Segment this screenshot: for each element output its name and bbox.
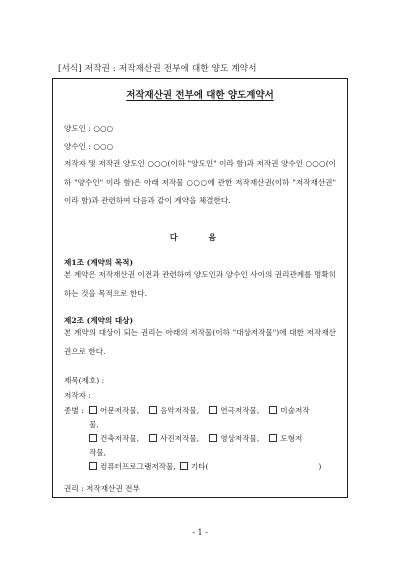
type-drama-label: 연극저작물,: [220, 406, 260, 415]
type-other-close: ): [318, 462, 322, 471]
type-video-label: 영상저작물,: [220, 434, 260, 443]
document-title: [53, 87, 347, 101]
work-type-row-1: [89, 405, 310, 417]
checkbox-art[interactable]: [269, 406, 277, 414]
checkbox-video[interactable]: [209, 434, 217, 442]
work-type-row-2: [89, 433, 302, 445]
work-type-label: 종별 :: [64, 406, 84, 415]
rights-line: 권리 : 저작재산권 전부: [64, 484, 140, 493]
type-music-label: 음악저작물,: [160, 406, 200, 415]
work-author-field: 저작자 :: [64, 391, 91, 400]
work-title-field: 제목(제호) :: [64, 376, 105, 385]
checkbox-literary[interactable]: [89, 406, 97, 414]
checkbox-computer-program[interactable]: [89, 462, 97, 470]
checkbox-music[interactable]: [149, 406, 157, 414]
work-type-row-2-wrap: 작물,: [89, 448, 107, 457]
article1-heading: 제1조 (계약의 목적): [64, 258, 134, 267]
type-other-label: 기타(: [190, 462, 209, 471]
type-diagram-label: 도형저: [280, 434, 303, 443]
type-art-label: 미술저작: [280, 406, 310, 415]
type-architecture-label: 건축저작물,: [100, 434, 140, 443]
assignor-line: 양도인 : ○○○: [64, 124, 114, 133]
checkbox-photo[interactable]: [149, 434, 157, 442]
article1-body: 본 계약은 저작재산권 이전과 관련하여 양도인과 양수인 사이의 권리관계를 명확히 하는 것을 목적으로 한다.: [64, 270, 336, 298]
form-label: [서식] 저작권 : 저작재산권 전부에 대한 양도 계약서: [58, 64, 257, 74]
page-number: - 1 -: [192, 528, 208, 537]
type-computer-program-label: 컴퓨터프로그램저작물,: [100, 462, 176, 471]
article2-heading: 제2조 (계약의 대상): [64, 316, 134, 325]
checkbox-diagram[interactable]: [269, 434, 277, 442]
article2-body: 본 계약의 대상이 되는 권리는 아래의 저작물(이하 "대상저작물")에 대한 저작재산권으로 한다.: [64, 328, 336, 356]
work-type-row-1-wrap: 물,: [89, 420, 99, 429]
da-eum-heading: 다 음: [169, 232, 231, 242]
contract-document-box: [52, 78, 348, 498]
checkbox-other[interactable]: [180, 462, 188, 470]
document-title-text: 저작재산권 전부에 대한 양도계약서: [126, 90, 274, 101]
work-type-row-3: [89, 461, 321, 473]
assignee-line: 양수인 : ○○○: [64, 142, 114, 151]
type-literary-label: 어문저작물,: [100, 406, 140, 415]
checkbox-drama[interactable]: [209, 406, 217, 414]
preamble-paragraph: 저작자 및 저작권 양도인 ○○○(이하 "양도인" 이라 함)과 저작권 양수인 ○○○(이하 "양수인" 이라 함)은 아래 저작물 ○○○에 관한 저작재산권(이하 "저작재산권" 이라 함)과 관련하여 다음과 같이 계약을 체결한다.: [64, 159, 336, 205]
type-photo-label: 사진저작물,: [160, 434, 200, 443]
checkbox-architecture[interactable]: [89, 434, 97, 442]
